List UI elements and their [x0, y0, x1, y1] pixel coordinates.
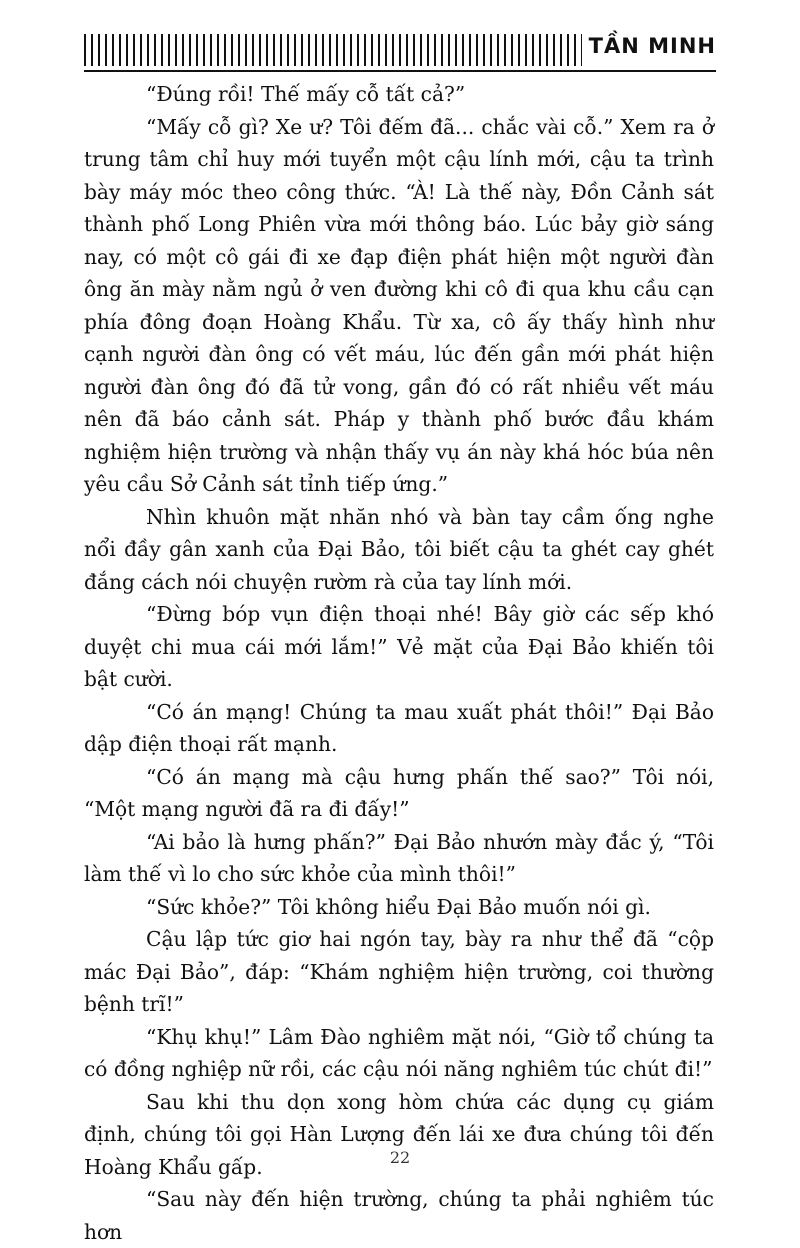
- page-number: 22: [389, 1148, 411, 1167]
- paragraph: “Sau này đến hiện trường, chúng ta phải nghiêm túc hơn: [84, 1187, 714, 1244]
- paragraph: “Đúng rồi! Thế mấy cỗ tất cả?”: [146, 82, 466, 106]
- running-header: [84, 28, 716, 72]
- paragraph: Cậu lập tức giơ hai ngón tay, bày ra như thể đã “cộp mác Đại Bảo”, đáp: “Khám nghiệm hiện trường, coi thường bệnh trĩ!”: [84, 927, 714, 1016]
- decorative-bar-pattern: [84, 34, 582, 66]
- author-name: TẦN MINH: [588, 34, 716, 58]
- paragraph: Nhìn khuôn mặt nhăn nhó và bàn tay cầm ống nghe nổi đầy gân xanh của Đại Bảo, tôi biết cậu ta ghét cay ghét đắng cách nói chuyện rườm rà của tay lính mới.: [84, 504, 714, 594]
- header-rule: [84, 70, 716, 72]
- paragraph: “Mấy cỗ gì? Xe ư? Tôi đếm đã... chắc vài cỗ.” Xem ra ở trung tâm chỉ huy mới tuyển một cậu lính mới, cậu ta trình bày máy móc theo công thức. “À! Là thế này, Đồn Cảnh sát thành phố Long Phiên vừa mới thông báo. Lúc bảy giờ sáng nay, có một cô gái đi xe đạp điện phát hiện một người đàn ông ăn mày nằm ngủ ở ven đường khi cô đi qua khu cầu cạn phía đông đoạn Hoàng Khẩu. Từ xa, cô ấy thấy hình như cạnh người đàn ông có vết máu, lúc đến gần mới phát hiện người đàn ông đó đã tử vong, gần đó có rất nhiều vết máu nên đã báo cảnh sát. Pháp y thành phố bước đầu khám nghiệm hiện trường và nhận thấy vụ án này khá hóc búa nên yêu cầu Sở Cảnh sát tỉnh tiếp ứng.”: [84, 114, 714, 496]
- paragraph: “Có án mạng mà cậu hưng phấn thế sao?” Tôi nói, “Một mạng người đã ra đi đấy!”: [84, 764, 714, 821]
- paragraph: “Khụ khụ!” Lâm Đào nghiêm mặt nói, “Giờ tổ chúng ta có đồng nghiệp nữ rồi, các cậu nói năng nghiêm túc chút đi!”: [84, 1024, 714, 1081]
- paragraph: “Đừng bóp vụn điện thoại nhé! Bây giờ các sếp khó duyệt chi mua cái mới lắm!” Vẻ mặt của Đại Bảo khiến tôi bật cười.: [84, 602, 714, 691]
- paragraph: “Sức khỏe?” Tôi không hiểu Đại Bảo muốn nói gì.: [146, 894, 651, 919]
- page-body: [84, 78, 714, 1248]
- paragraph: “Có án mạng! Chúng ta mau xuất phát thôi!” Đại Bảo dập điện thoại rất mạnh.: [84, 699, 714, 756]
- paragraph: “Ai bảo là hưng phấn?” Đại Bảo nhướn mày đắc ý, “Tôi làm thế vì lo cho sức khỏe của mình thôi!”: [84, 829, 714, 886]
- paragraph: Sau khi thu dọn xong hòm chứa các dụng cụ giám định, chúng tôi gọi Hàn Lượng đến lái xe đưa chúng tôi đến Hoàng Khẩu gấp.: [84, 1089, 714, 1179]
